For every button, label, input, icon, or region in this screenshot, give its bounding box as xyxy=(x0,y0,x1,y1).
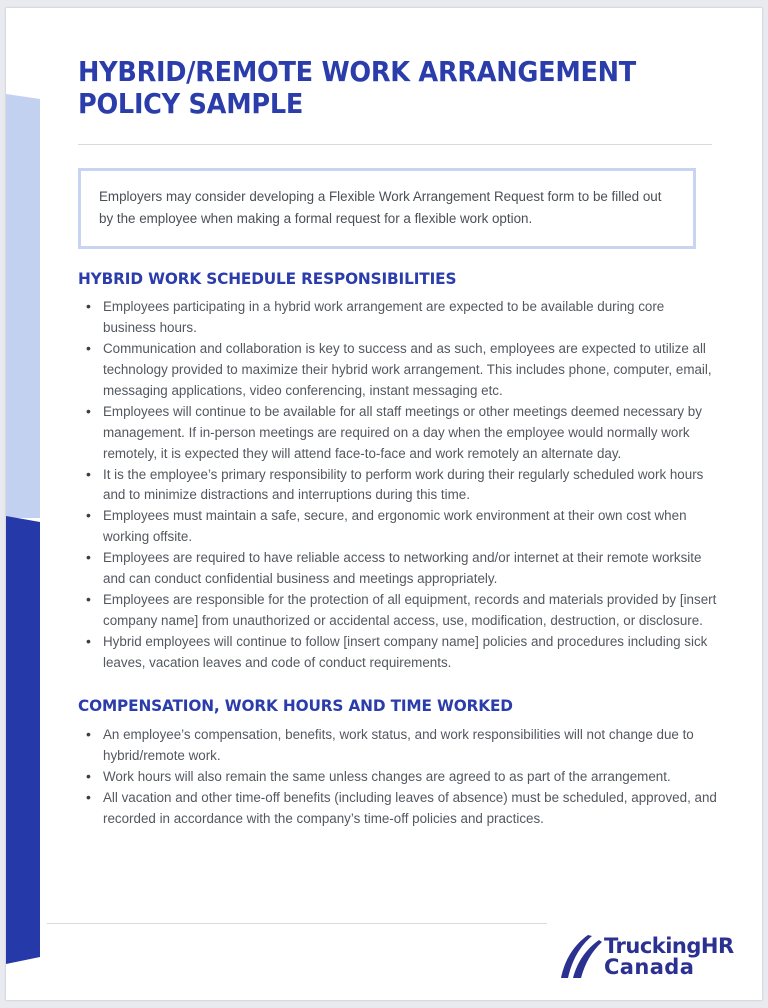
list-item: • Employees will continue to be available for all staff meetings or other meetings deemed necessary by management. If in-person meetings are required on a day when the employee would normally work remotely, it is expected they will attend face-to-face and work remotely an alternate day. xyxy=(78,402,718,465)
trucking-hr-canada-logo xyxy=(558,926,734,988)
highway-swoosh-icon xyxy=(558,931,602,983)
list-item: • Employees must maintain a safe, secure, and ergonomic work environment at their own cost when working offsite. xyxy=(78,506,718,548)
list-item: • Hybrid employees will continue to follow [insert company name] policies and procedures including sick leaves, vacation leaves and code of conduct requirements. xyxy=(78,632,718,674)
bullet-list-compensation xyxy=(78,725,718,830)
section-heading-compensation-work-hours-and-time-worked: COMPENSATION, WORK HOURS AND TIME WORKED xyxy=(78,696,513,716)
list-item: • Work hours will also remain the same unless changes are agreed to as part of the arrangement. xyxy=(78,767,718,788)
list-item: • Employees are required to have reliable access to networking and/or internet at their remote worksite and can conduct confidential business and meetings appropriately. xyxy=(78,548,718,590)
section-heading-hybrid-work-schedule-responsibilities: HYBRID WORK SCHEDULE RESPONSIBILITIES xyxy=(78,268,457,288)
logo-line-1: TruckingHR xyxy=(604,933,734,958)
left-accent-band-dark xyxy=(6,516,40,964)
bullet-list-responsibilities xyxy=(78,297,718,674)
callout-text: Employers may consider developing a Flexible Work Arrangement Request form to be filled out by the employee when making a formal request for a flexible work option. xyxy=(99,189,662,227)
list-item: • It is the employee’s primary responsibility to perform work during their regularly scheduled work hours and to minimize distractions and interruptions during this time. xyxy=(78,465,718,507)
page-title: HYBRID/REMOTE WORK ARRANGEMENT POLICY SAMPLE xyxy=(78,56,636,121)
list-item: • Employees are responsible for the protection of all equipment, records and materials provided by [insert company name] from unauthorized or accidental access, use, modification, destruction, or disclosure. xyxy=(78,590,718,632)
list-item: • Employees participating in a hybrid work arrangement are expected to be available during core business hours. xyxy=(78,297,718,339)
logo-wordmark xyxy=(604,933,734,979)
left-accent-band-light xyxy=(6,94,40,518)
list-item: • All vacation and other time-off benefits (including leaves of absence) must be scheduled, approved, and recorded in accordance with the company’s time-off policies and practices. xyxy=(78,788,718,830)
list-item: • Communication and collaboration is key to success and as such, employees are expected to utilize all technology provided to maximize their hybrid work arrangement. This includes phone, computer, email, messaging applications, video conferencing, instant messaging etc. xyxy=(78,339,718,402)
list-item: • An employee’s compensation, benefits, work status, and work responsibilities will not change due to hybrid/remote work. xyxy=(78,725,718,767)
footer-divider xyxy=(47,923,547,924)
document-content xyxy=(78,8,720,830)
title-divider xyxy=(78,144,712,145)
callout-box xyxy=(78,168,696,248)
document-page xyxy=(6,8,762,1000)
logo-line-2: Canada xyxy=(604,955,695,979)
